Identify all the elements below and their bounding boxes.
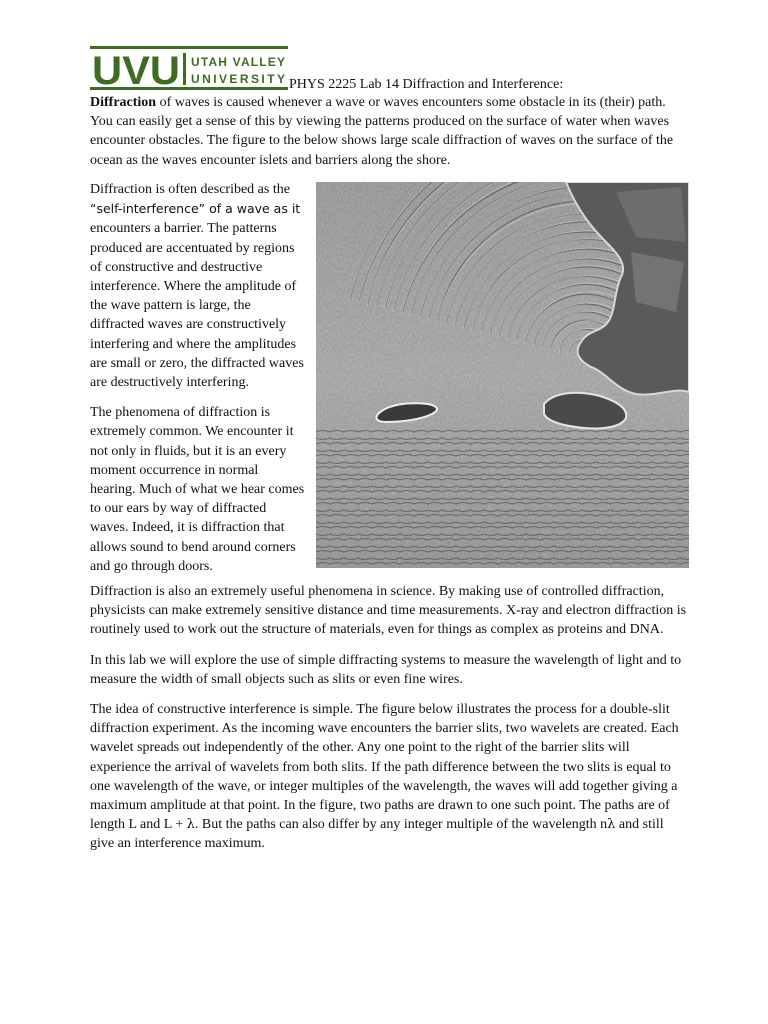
p1-text-a: Diffraction is often described as the [90,182,290,197]
left-column [90,180,306,576]
ocean-diffraction-photo [316,182,689,568]
lambda-symbol: λ [607,817,616,833]
page-header [90,46,690,90]
intro-paragraph [90,93,688,170]
phenomena-paragraph: The phenomena of diffraction is extremely common. We encounter it not only in fluids, but it is an every moment occurrence in normal hearing. Much of what we hear comes to our ears by way of diffracted waves. Indeed, it is diffraction that allows sound to bend around corners and go through doors. [90,405,305,574]
p1-quote: “self-interference” of a wave as it [90,201,301,217]
intro-text: of waves is caused whenever a wave or waves encounters some obstacle in its (their) path. You can easily get a sense of this by viewing the patterns produced on the surface of water when waves encounter obstacles. The figure to the below shows large scale diffraction of waves on the surface of the ocean as the waves encounter islets and barriers along the shore. [90,95,674,168]
intro-term: Diffraction [90,95,157,110]
p1-text-b: encounters a barrier. The patterns produced are accentuated by regions of constructive and destructive interference. Where the amplitude of the wave pattern is large, the diffracted waves are constructively interfering and where the amplitudes are small or zero, the diffracted waves are destructively interfering. [90,221,304,391]
constructive-interference-paragraph [90,700,688,854]
lab-title: PHYS 2225 Lab 14 Diffraction and Interference: [289,77,564,92]
uvu-logo [90,46,288,90]
applications-paragraph: Diffraction is also an extremely useful phenomena in science. By making use of controlled diffraction, physicists can make extremely sensitive distance and time measurements. X-ray and electron diffraction is routinely used to work out the structure of materials, even for things as complex as proteins and DNA. [90,584,687,638]
logo-line1: UTAH VALLEY [191,55,285,69]
logo-mark: UVU [92,49,180,90]
p3-text-c: and still give an interference maximum. [90,817,664,852]
body-text [90,582,688,854]
p3-text-a: The idea of constructive interference is simple. The figure below illustrates the process for a double-slit diffraction experiment. As the incoming wave encounters the barrier slits, two wavelets are created. Each wavelet spreads out independently of the other. Any one point to the right of the barrier slits will experience the arrival of wavelets from both slits. If the path difference between the two slits is equal to one wavelength of the wave, or integer multiples of the wavelength, the waves will add together giving a maximum amplitude at that point. In the figure, two paths are drawn to one such point. The paths are of length L and L + [90,702,679,833]
lab-purpose-paragraph: In this lab we will explore the use of simple diffracting systems to measure the wavelength of light and to measure the width of small objects such as slits or even fine wires. [90,652,682,687]
p3-text-b: . But the paths can also differ by any integer multiple of the wavelength n [194,817,608,833]
lambda-symbol: λ [186,817,195,833]
logo-line2: UNIVERSITY [191,72,285,86]
self-interference-paragraph [90,180,306,392]
